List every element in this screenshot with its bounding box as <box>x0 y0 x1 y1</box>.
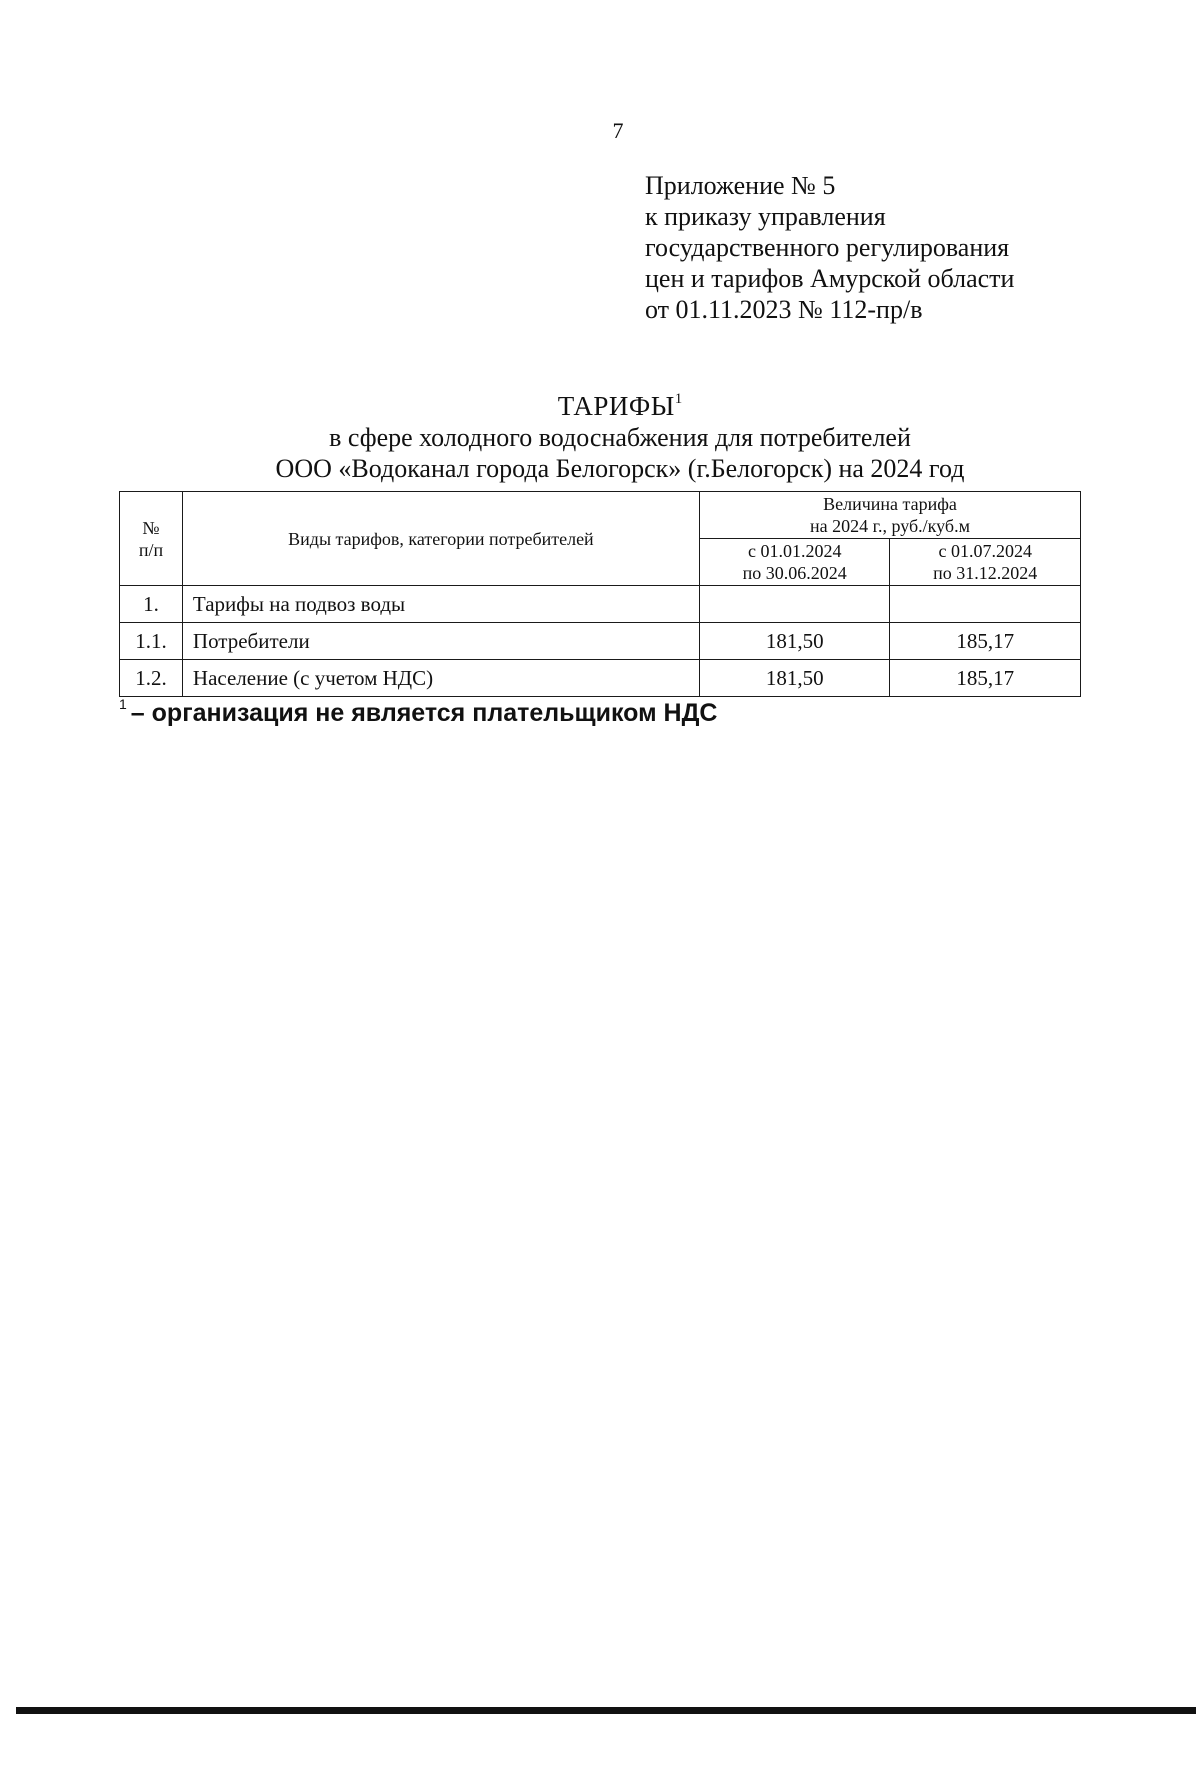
row-kind: Тарифы на подвоз воды <box>182 586 699 623</box>
row-period-2 <box>890 586 1081 623</box>
footnote-text: – организация не является плательщиком НДС <box>130 699 718 727</box>
appendix-line: Приложение № 5 <box>645 171 836 200</box>
header-num: № п/п <box>120 492 183 586</box>
table-row <box>120 660 1081 697</box>
title-main <box>0 384 1200 422</box>
table-row <box>120 586 1081 623</box>
header-period-1: с 01.01.2024 по 30.06.2024 <box>699 539 890 586</box>
row-period-1 <box>699 586 890 623</box>
row-period-2: 185,17 <box>890 623 1081 660</box>
appendix-line: к приказу управления <box>645 202 886 231</box>
row-kind: Население (с учетом НДС) <box>182 660 699 697</box>
appendix-line: государственного регулирования <box>645 233 1010 262</box>
row-num: 1.2. <box>120 660 183 697</box>
row-kind: Потребители <box>182 623 699 660</box>
title-main-text: ТАРИФЫ <box>557 391 675 421</box>
header-period-2: с 01.07.2024 по 31.12.2024 <box>890 539 1081 586</box>
footnote-mark: 1 <box>119 696 127 712</box>
row-period-1: 181,50 <box>699 660 890 697</box>
page-number: 7 <box>612 118 624 143</box>
table-row <box>120 623 1081 660</box>
bottom-rule <box>16 1707 1196 1714</box>
title-footnote-mark: 1 <box>674 391 683 407</box>
tariff-table <box>119 491 1081 697</box>
footnote <box>119 696 717 728</box>
header-kind: Виды тарифов, категории потребителей <box>182 492 699 586</box>
document-title <box>0 384 1200 484</box>
row-period-2: 185,17 <box>890 660 1081 697</box>
row-num: 1.1. <box>120 623 183 660</box>
title-line-2: в сфере холодного водоснабжения для потребителей <box>329 423 911 452</box>
title-line-3: ООО «Водоканал города Белогорск» (г.Белогорск) на 2024 год <box>275 454 965 483</box>
table-header-row <box>120 492 1081 539</box>
appendix-line: цен и тарифов Амурской области <box>645 264 1015 293</box>
appendix-line: от 01.11.2023 № 112-пр/в <box>645 295 923 324</box>
appendix-header <box>645 170 1014 325</box>
header-value-group: Величина тарифа на 2024 г., руб./куб.м <box>699 492 1080 539</box>
row-period-1: 181,50 <box>699 623 890 660</box>
row-num: 1. <box>120 586 183 623</box>
